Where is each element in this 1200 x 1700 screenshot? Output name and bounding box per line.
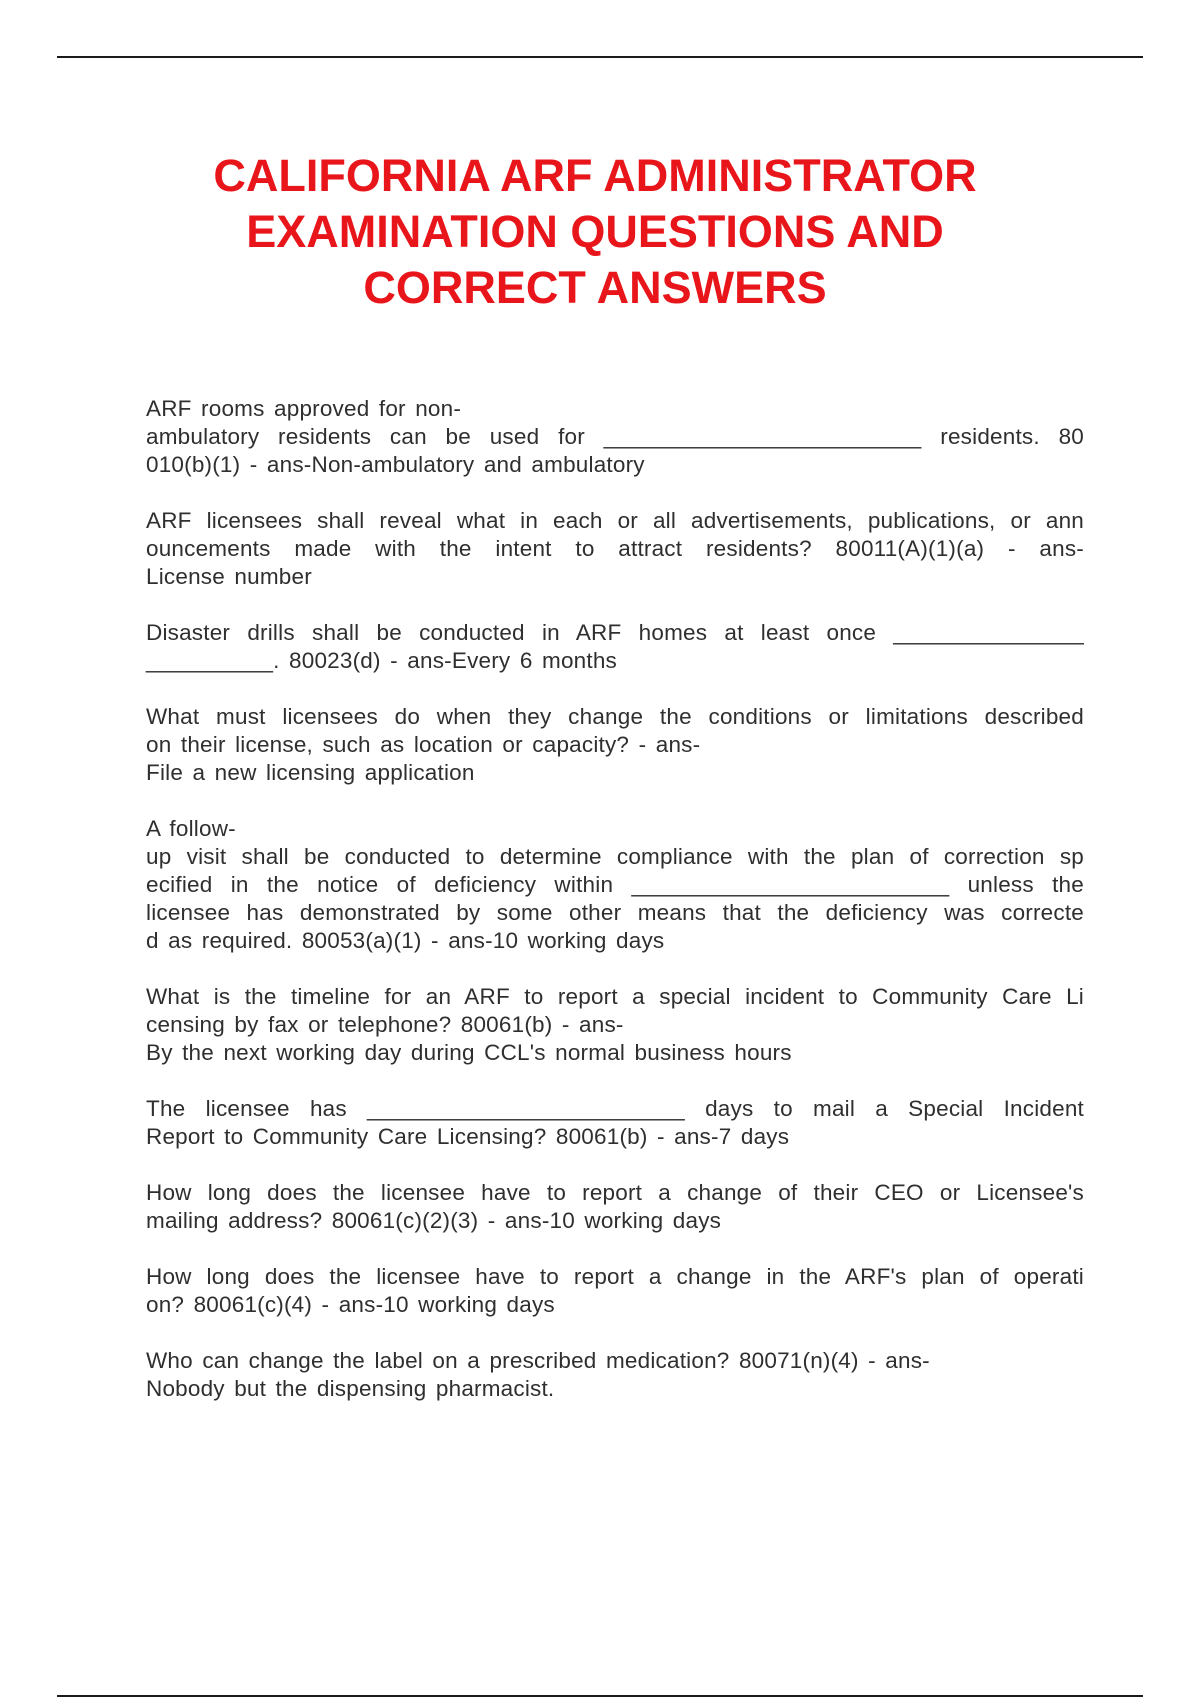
- qa-line: What is the timeline for an ARF to report a special incident to Community Care Li: [146, 984, 1084, 1009]
- title-line: CORRECT ANSWERS: [363, 262, 827, 313]
- qa-line: License number: [146, 564, 312, 589]
- qa-line: What must licensees do when they change the conditions or limitations described: [146, 704, 1084, 729]
- document-title: [145, 148, 1045, 316]
- qa-item: [146, 703, 1084, 787]
- qa-line: How long does the licensee have to report a change in the ARF's plan of operati: [146, 1264, 1084, 1289]
- qa-line: A follow-: [146, 816, 236, 841]
- qa-line: on their license, such as location or capacity? - ans-: [146, 732, 701, 757]
- qa-item: [146, 983, 1084, 1067]
- qa-line: up visit shall be conducted to determine compliance with the plan of correction sp: [146, 844, 1084, 869]
- qa-line: ecified in the notice of deficiency within _________________________ unless the: [146, 872, 1084, 897]
- qa-item: [146, 395, 1084, 479]
- qa-item: [146, 1263, 1084, 1319]
- qa-line: The licensee has _________________________ days to mail a Special Incident: [146, 1096, 1084, 1121]
- bottom-rule: [57, 1695, 1143, 1697]
- qa-line: Disaster drills shall be conducted in ARF homes at least once _______________: [146, 620, 1084, 645]
- qa-item: [146, 1179, 1084, 1235]
- qa-line: licensee has demonstrated by some other means that the deficiency was correcte: [146, 900, 1084, 925]
- qa-line: Report to Community Care Licensing? 80061(b) - ans-7 days: [146, 1124, 790, 1149]
- title-line: CALIFORNIA ARF ADMINISTRATOR: [213, 150, 977, 201]
- qa-item: [146, 619, 1084, 675]
- qa-line: How long does the licensee have to report a change of their CEO or Licensee's: [146, 1180, 1084, 1205]
- qa-line: File a new licensing application: [146, 760, 475, 785]
- qa-line: ouncements made with the intent to attract residents? 80011(A)(1)(a) - ans-: [146, 536, 1084, 561]
- qa-line: ARF licensees shall reveal what in each or all advertisements, publications, or ann: [146, 508, 1084, 533]
- qa-line: Who can change the label on a prescribed medication? 80071(n)(4) - ans-: [146, 1348, 930, 1373]
- qa-item: [146, 1095, 1084, 1151]
- title-line: EXAMINATION QUESTIONS AND: [246, 206, 944, 257]
- qa-line: __________. 80023(d) - ans-Every 6 months: [146, 648, 617, 673]
- qa-list: [146, 395, 1084, 1431]
- qa-line: on? 80061(c)(4) - ans-10 working days: [146, 1292, 555, 1317]
- qa-line: Nobody but the dispensing pharmacist.: [146, 1376, 555, 1401]
- qa-line: ARF rooms approved for non-: [146, 396, 462, 421]
- qa-line: By the next working day during CCL's normal business hours: [146, 1040, 792, 1065]
- qa-item: [146, 1347, 1084, 1403]
- qa-line: censing by fax or telephone? 80061(b) - ans-: [146, 1012, 624, 1037]
- qa-line: 010(b)(1) - ans-Non-ambulatory and ambulatory: [146, 452, 645, 477]
- qa-line: d as required. 80053(a)(1) - ans-10 working days: [146, 928, 665, 953]
- qa-item: [146, 815, 1084, 955]
- qa-line: mailing address? 80061(c)(2)(3) - ans-10 working days: [146, 1208, 722, 1233]
- qa-item: [146, 507, 1084, 591]
- top-rule: [57, 56, 1143, 58]
- qa-line: ambulatory residents can be used for _________________________ residents. 80: [146, 424, 1084, 449]
